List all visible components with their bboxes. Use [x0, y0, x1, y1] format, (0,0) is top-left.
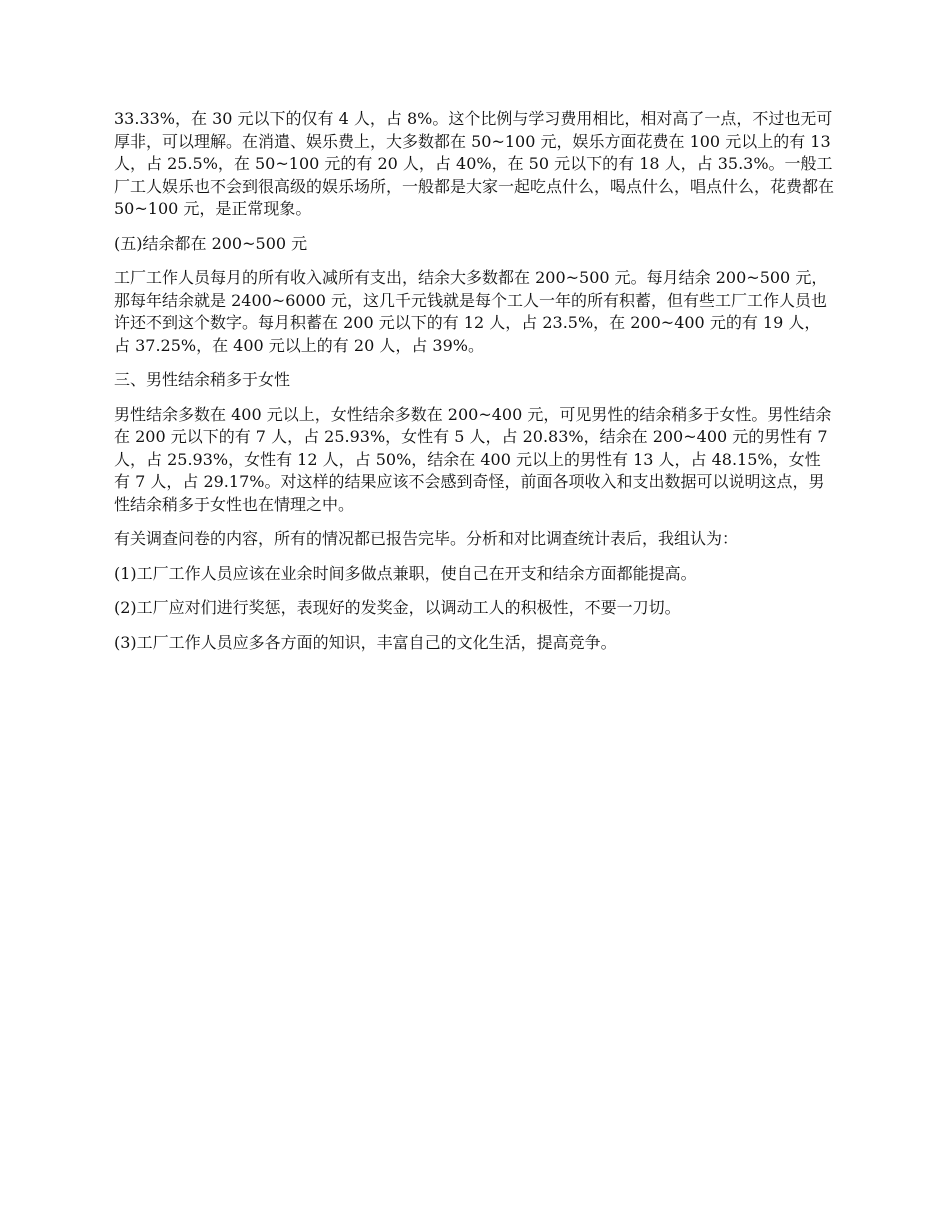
recommendation-item-1: (1)工厂工作人员应该在业余时间多做点兼职，使自己在开支和结余方面都能提高。 [114, 563, 697, 583]
recommendation-item-2: (2)工厂应对们进行奖惩，表现好的发奖金，以调动工人的积极性，不要一刀切。 [114, 598, 681, 617]
paragraph-monthly-savings: 工厂工作人员每月的所有收入减所有支出，结余大多数都在 200~500 元。每月结余 200~500 元，那每年结余就是 2400~6000 元，这几千元钱就是每个工人一年的所有积蓄，但有些工厂工作人员也许还不到这个数字。每月积蓄在 200 元以下的有 12 人，占 23.5%，在 200~400 元的有 19 人，占 37.25%，在 400 元以上的有 20 人，占 39%。 [114, 268, 828, 355]
section-heading-savings-range: (五)结余都在 200~500 元 [114, 233, 308, 253]
recommendation-item-3: (3)工厂工作人员应多各方面的知识，丰富自己的文化生活，提高竞争。 [114, 632, 617, 652]
document-body [114, 108, 836, 666]
section-heading-gender-savings: 三、男性结余稍多于女性 [114, 370, 291, 389]
paragraph-gender-savings: 男性结余多数在 400 元以上，女性结余多数在 200~400 元，可见男性的结余稍多于女性。男性结余在 200 元以下的有 7 人，占 25.93%，女性有 5 人，占 20.83%，结余在 200~400 元的男性有 7 人，占 25.93%，女性有 12 人，占 50%，结余在 400 元以上的男性有 13 人，占 48.15%，女性有 7 人，占 29.17%。对这样的结果应该不会感到奇怪，前面各项收入和支出数据可以说明这点，男性结余稍多于女性也在情理之中。 [114, 404, 832, 514]
paragraph-entertainment-spending: 33.33%，在 30 元以下的仅有 4 人，占 8%。这个比例与学习费用相比，相对高了一点，不过也无可厚非，可以理解。在消遣、娱乐费上，大多数都在 50~100 元，娱乐方面花费在 100 元以上的有 13 人，占 25.5%，在 50~100 元的有 20 人，占 40%，在 50 元以下的有 18 人，占 35.3%。一般工厂工人娱乐也不会到很高级的娱乐场所，一般都是大家一起吃点什么，喝点什么，唱点什么，花费都在 50~100 元，是正常现象。 [114, 109, 835, 218]
paragraph-conclusion-intro: 有关调查问卷的内容，所有的情况都已报告完毕。分析和对比调查统计表后，我组认为： [114, 529, 739, 548]
